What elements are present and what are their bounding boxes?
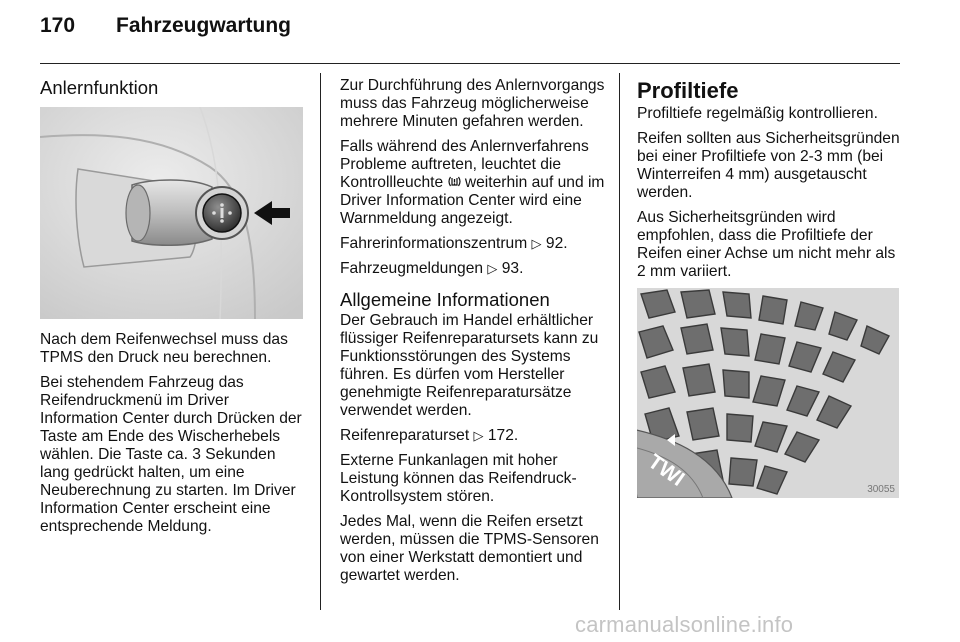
paragraph xyxy=(340,138,606,228)
paragraph: Nach dem Reifenwechsel muss das TPMS den Druck neu berechnen. xyxy=(40,331,288,366)
wiper-lever-illustration xyxy=(40,107,303,319)
paragraph: Aus Sicherheitsgründen wird empfohlen, dass die Profiltiefe der Reifen einer Achse um nicht mehr als 2 mm variiert. xyxy=(637,209,896,280)
page-reference-icon: ▷ xyxy=(473,428,484,443)
figure-number: 30055 xyxy=(867,484,895,495)
page-number: 170 xyxy=(40,14,76,37)
column-3 xyxy=(637,79,902,288)
section-heading-profiltiefe: Profiltiefe xyxy=(637,78,739,103)
page-reference-icon: ▷ xyxy=(531,236,542,251)
page-header-title: Fahrzeugwartung xyxy=(116,14,292,37)
tpms-warning-lamp-icon xyxy=(448,175,461,188)
paragraph: Der Gebrauch im Handel erhältlicher flüssiger Reifenreparatursets kann zu Funktionsstörungen des Systems führen. Es dürfen vom Hersteller genehmigte Reifenreparatursätze verwendet werden. xyxy=(340,312,599,419)
section-heading-anlernfunktion: Anlernfunktion xyxy=(40,77,159,98)
cross-reference[interactable]: Reifenreparaturset ▷ 172. xyxy=(340,427,519,444)
cross-reference[interactable]: Fahrerinformationszentrum ▷ 92. xyxy=(340,235,568,252)
header-rule xyxy=(40,63,900,64)
column-1 xyxy=(40,78,308,100)
column-1-text xyxy=(40,331,306,543)
column-divider-1 xyxy=(320,73,321,610)
watermark: carmanualsonline.info xyxy=(575,612,794,637)
tire-twi-label: TWI xyxy=(643,450,689,491)
paragraph: Jedes Mal, wenn die Reifen ersetzt werden, müssen die TPMS-Sensoren von einer Werkstatt demontiert und gewartet werden. xyxy=(340,513,599,584)
paragraph: Zur Durchführung des Anlernvorgangs muss das Fahrzeug möglicherweise mehrere Minuten gefahren werden. xyxy=(340,77,605,130)
tire-tread-illustration xyxy=(637,288,899,498)
paragraph: Bei stehendem Fahrzeug das Reifendruckmenü im Driver Information Center durch Drücken der Taste am Ende des Wischerhebels wählen. Die Taste ca. 3 Sekunden lang gedrückt halten, um eine Neuberechnung zu starten. Im Driver Information Center erscheint eine entsprechende Meldung. xyxy=(40,374,302,535)
paragraph-text: Falls während des Anlernverfahrens Probleme auftreten, leuchtet die Kontrollleuchte xyxy=(340,138,589,191)
column-2 xyxy=(340,77,606,592)
paragraph: Profiltiefe regelmäßig kontrollieren. xyxy=(637,105,878,122)
paragraph: Reifen sollten aus Sicherheitsgründen bei einer Profiltiefe von 2-3 mm (bei Winterreifen 4 mm) ausgetauscht werden. xyxy=(637,130,900,201)
cross-reference[interactable]: Fahrzeugmeldungen ▷ 93. xyxy=(340,260,524,277)
page-reference-icon: ▷ xyxy=(487,261,498,276)
section-heading-allgemeine-informationen: Allgemeine Informationen xyxy=(340,289,550,310)
paragraph-text: weiterhin auf und im Driver Information Center wird eine Warnmeldung angezeigt. xyxy=(340,174,605,227)
column-divider-2 xyxy=(619,73,620,610)
paragraph: Externe Funkanlagen mit hoher Leistung können das Reifendruck-Kontrollsystem stören. xyxy=(340,452,577,505)
